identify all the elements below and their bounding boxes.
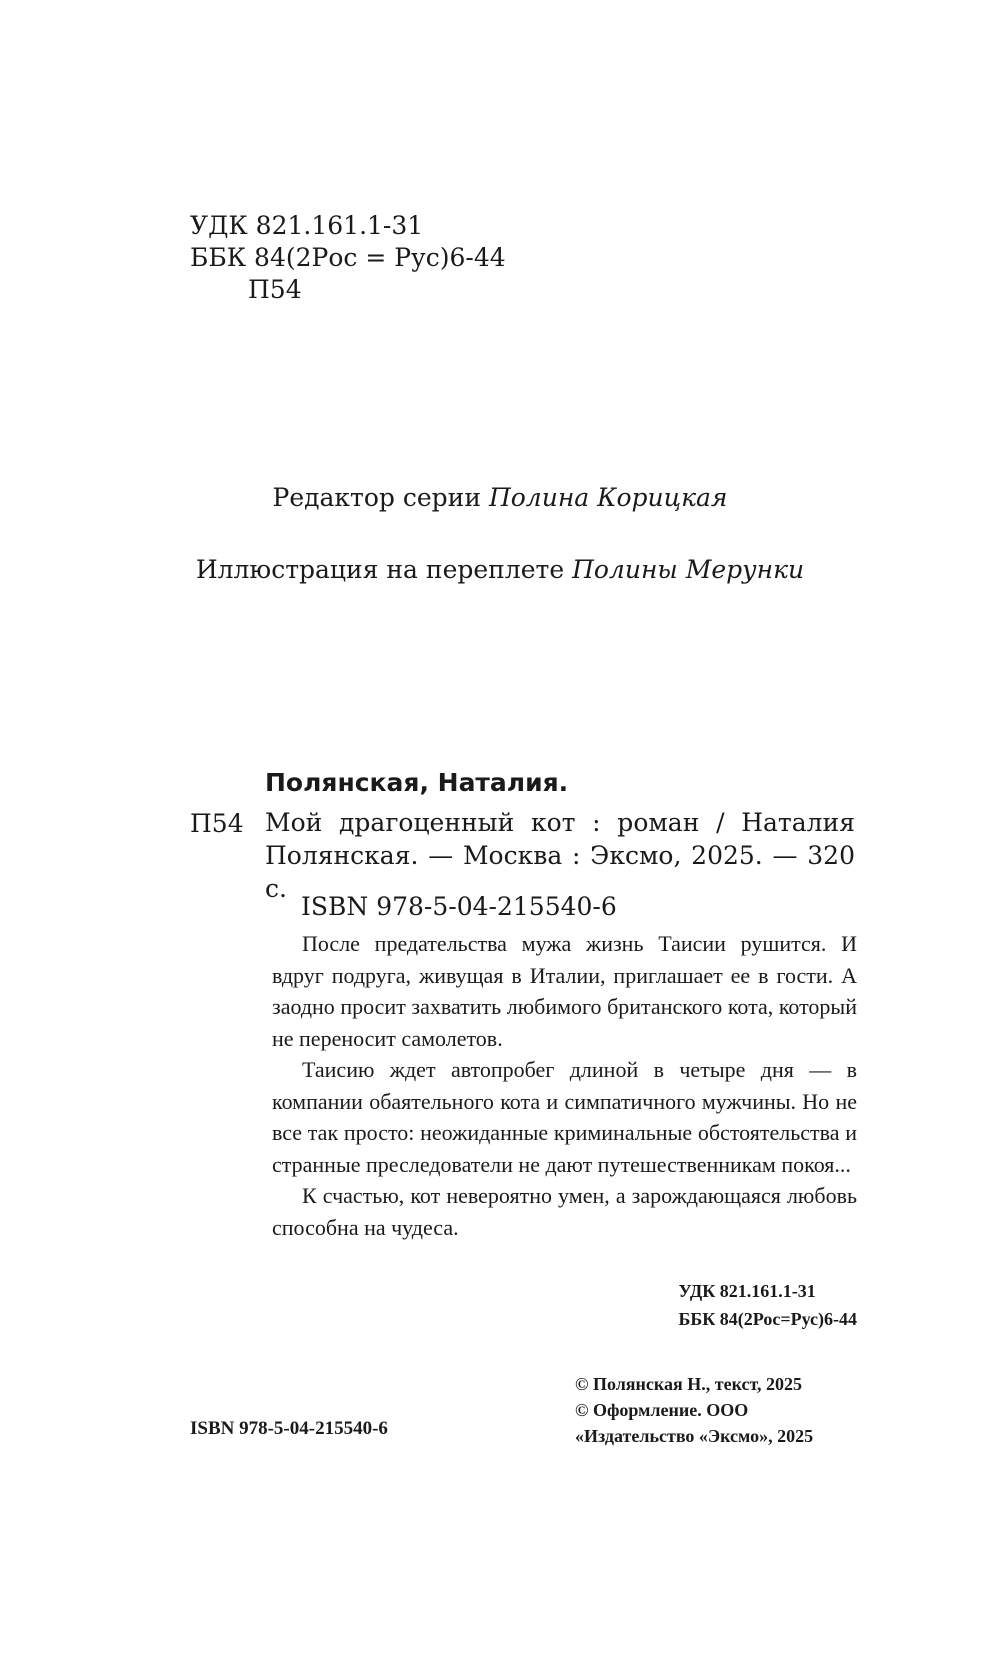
illustration-label: Иллюстрация на переплете bbox=[195, 555, 573, 584]
copyright-design: © Оформление. ООО bbox=[575, 1400, 749, 1420]
author-mark: П54 bbox=[248, 275, 302, 304]
editor-name: Полина Корицкая bbox=[488, 483, 728, 512]
classification-codes-bottom bbox=[678, 1277, 857, 1333]
annotation bbox=[272, 928, 857, 1243]
bib-description: Мой драгоценный кот : роман / Наталия Полянская. — Москва : Эксмо, 2025. — 320 с. bbox=[265, 808, 855, 903]
editor-label: Редактор серии bbox=[272, 483, 489, 512]
bbk-code-bottom: ББК 84(2Рос=Рус)6-44 bbox=[678, 1309, 857, 1329]
udk-code-bottom: УДК 821.161.1-31 bbox=[678, 1281, 816, 1301]
bib-isbn: ISBN 978-5-04-215540-6 bbox=[301, 892, 617, 921]
classification-codes-top bbox=[190, 210, 506, 306]
illustration-credit bbox=[0, 555, 1000, 584]
isbn-bottom: ISBN 978-5-04-215540-6 bbox=[190, 1418, 388, 1439]
annotation-paragraph: После предательства мужа жизнь Таисии рушится. И вдруг подруга, живущая в Италии, приглашает ее в гости. А заодно просит захватить любимого британского кота, который не переносит самолетов. bbox=[272, 931, 857, 1051]
illustrator-name: Полины Мерунки bbox=[572, 555, 805, 584]
copyright-block bbox=[575, 1371, 813, 1449]
bib-author-mark: П54 bbox=[190, 809, 244, 838]
bbk-code: ББК 84(2Рос = Рус)6-44 bbox=[190, 243, 506, 272]
annotation-paragraph: Таисию ждет автопробег длиной в четыре дня — в компании обаятельного кота и симпатичного мужчины. Но не все так просто: неожиданные криминальные обстоятельства и странные преследователи не дают путешественникам покоя... bbox=[272, 1057, 857, 1177]
annotation-paragraph: К счастью, кот невероятно умен, а зарождающаяся любовь способна на чудеса. bbox=[272, 1183, 857, 1240]
udk-code: УДК 821.161.1-31 bbox=[190, 211, 424, 240]
copyright-publisher: «Издательство «Эксмо», 2025 bbox=[575, 1426, 814, 1446]
series-editor-credit bbox=[0, 483, 1000, 512]
copyright-text: © Полянская Н., текст, 2025 bbox=[575, 1374, 802, 1394]
bib-author: Полянская, Наталия. bbox=[265, 768, 569, 797]
